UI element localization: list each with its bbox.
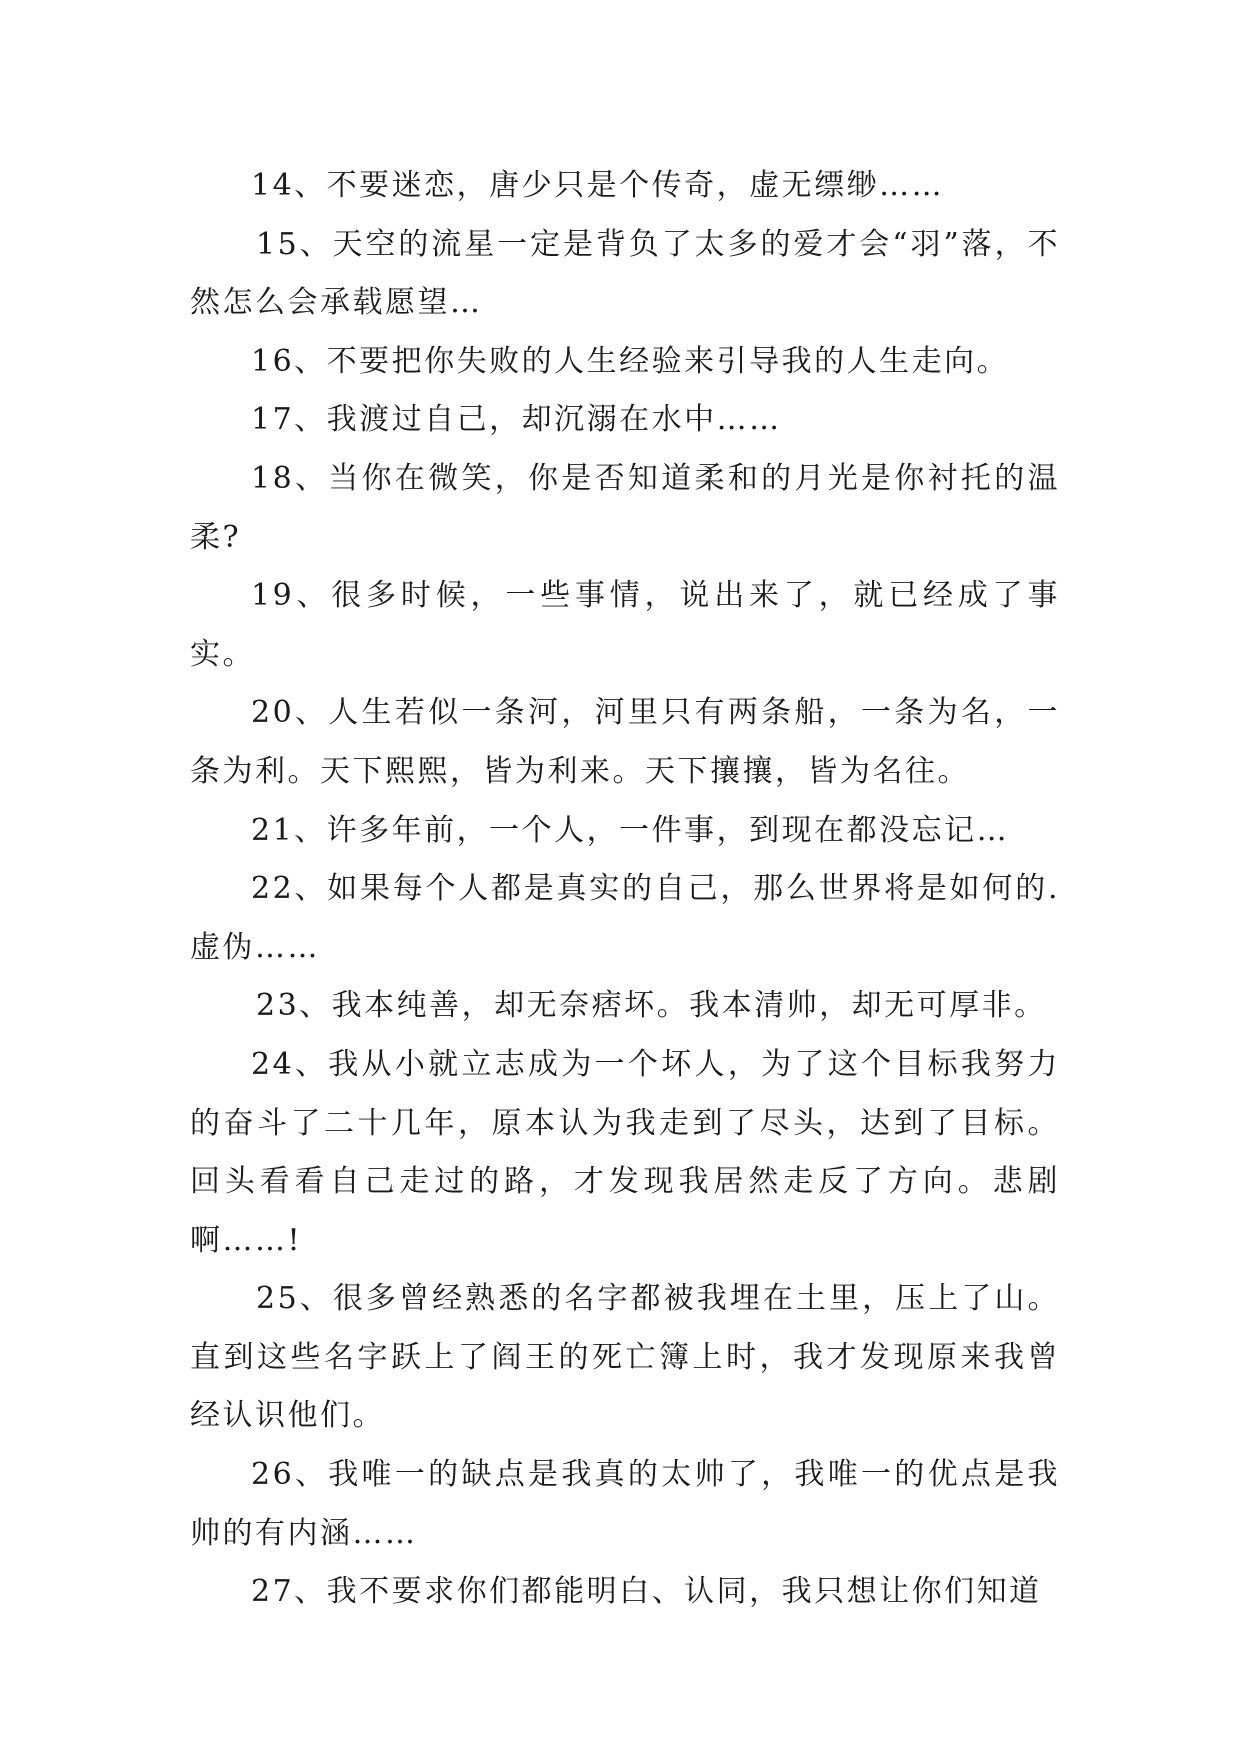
paragraph-24: 24、我从小就立志成为一个坏人，为了这个目标我努力的奋斗了二十几年，原本认为我走到了尽头，达到了目标。回头看看自己走过的路，才发现我居然走反了方向。悲剧啊……!: [190, 1046, 1060, 1258]
paragraph-17: 17、我渡过自己，却沉溺在水中……: [251, 402, 782, 438]
paragraph-19: 19、很多时候，一些事情，说出来了，就已经成了事实。: [190, 578, 1060, 672]
paragraph-14: 14、不要迷恋，唐少只是个传奇，虚无缥缈……: [251, 168, 945, 203]
paragraph-26: 26、我唯一的缺点是我真的太帅了，我唯一的优点是我帅的有内涵……: [190, 1457, 1060, 1551]
paragraph-22: 22、如果每个人都是真实的自己，那么世界将是如何的.虚伪……: [190, 871, 1060, 965]
paragraph-27: 27、我不要求你们都能明白、认同，我只想让你们知道: [251, 1574, 1042, 1610]
paragraph-20: 20、人生若似一条河，河里只有两条船，一条为名，一条为利。天下熙熙，皆为利来。天下攘攘，皆为名往。: [190, 695, 1060, 789]
paragraph-16: 16、不要把你失败的人生经验来引导我的人生走向。: [251, 343, 1010, 379]
text-block: [190, 157, 1060, 1622]
paragraph-15: 15、天空的流星一定是背负了太多的爱才会“羽”落，不然怎么会承载愿望…: [190, 226, 1060, 321]
paragraph-25: 25、很多曾经熟悉的名字都被我埋在土里，压上了山。直到这些名字跃上了阎王的死亡簿上时，我才发现原来我曾经认识他们。: [190, 1281, 1060, 1434]
paragraph-21: 21、许多年前，一个人，一件事，到现在都没忘记…: [251, 812, 1010, 848]
paragraph-18: 18、当你在微笑，你是否知道柔和的月光是你衬托的温柔?: [190, 460, 1060, 555]
paragraph-23: 23、我本纯善，却无奈痞坏。我本清帅，却无可厚非。: [256, 988, 1047, 1024]
